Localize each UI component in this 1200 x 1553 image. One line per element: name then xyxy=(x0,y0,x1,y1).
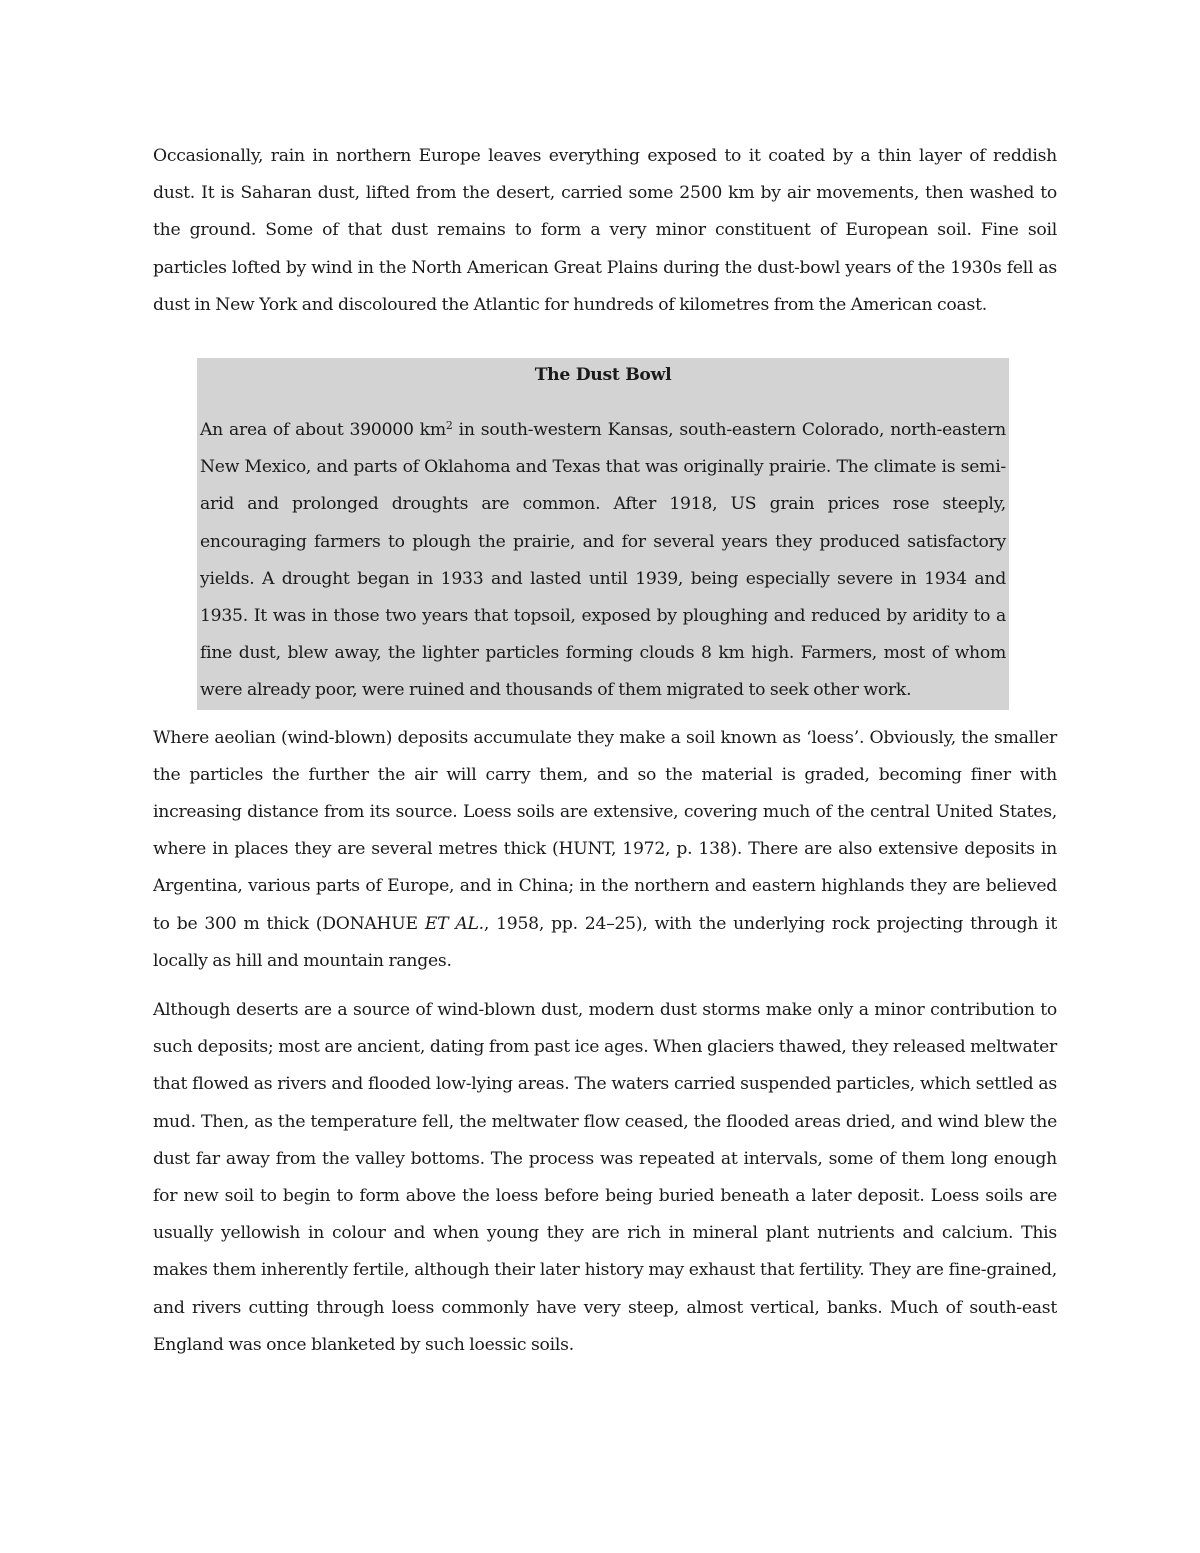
dust-bowl-body xyxy=(200,412,1006,710)
dust-bowl-title: The Dust Bowl xyxy=(534,365,672,386)
paragraph-ice-ages: Although deserts are a source of wind-blown dust, modern dust storms make only a minor contribution to such deposits; most are ancient, dating from past ice ages. When glaciers thawed, they released meltwater that flowed as rivers and flooded low-lying areas. The waters carried suspended particles, which settled as mud. Then, as the temperature fell, the meltwater flow ceased, the flooded areas dried, and wind blew the dust far away from the valley bottoms. The process was repeated at intervals, some of them long enough for new soil to begin to form above the loess before being buried beneath a later deposit. Loess soils are usually yellowish in colour and when young they are rich in mineral plant nutrients and calcium. This makes them inherently fertile, although their later history may exhaust that fertility. They are fine-grained, and rivers cutting through loess commonly have very steep, almost vertical, banks. Much of south-east England was once blanketed by such loessic soils. xyxy=(153,1000,1057,1355)
paragraph-loess-start: Where aeolian (wind-blown) deposits accumulate they make a soil known as ‘loess’. Obviously, the smaller the particles the further the air will carry them, and so the material is graded, becoming finer with increasing distance from its source. Loess soils are extensive, covering much of the central United States, where in places they are several metres thick (HUNT, 1972, p. 138). There are also extensive deposits in Argentina, various parts of Europe, and in China; in the northern and eastern highlands they are believed to be 300 m thick (DONAHUE xyxy=(153,727,1057,934)
dust-bowl-body-start: An area of about 390000 km xyxy=(200,420,446,441)
dust-bowl-body-rest: in south-western Kansas, south-eastern Colorado, north-eastern New Mexico, and parts of Oklahoma and Texas that was originally prairie. The climate is semi-arid and prolonged droughts are common. After 1918, US grain prices rose steeply, encouraging farmers to plough the prairie, and for several years they produced satisfactory yields. A drought began in 1933 and lasted until 1939, being especially severe in 1934 and 1935. It was in those two years that topsoil, exposed by ploughing and reduced by aridity to a fine dust, blew away, the lighter particles forming clouds 8 km high. Farmers, most of whom were already poor, were ruined and thousands of them migrated to seek other work. xyxy=(200,420,1006,701)
paragraph-saharan-dust: Occasionally, rain in northern Europe leaves everything exposed to it coated by a thin layer of reddish dust. It is Saharan dust, lifted from the desert, carried some 2500 km by air movements, then washed to the ground. Some of that dust remains to form a very minor constituent of European soil. Fine soil particles lofted by wind in the North American Great Plains during the dust-bowl years of the 1930s fell as dust in New York and discoloured the Atlantic for hundreds of kilometres from the American coast. xyxy=(153,146,1057,315)
paragraph-loess xyxy=(153,720,1057,980)
dust-bowl-sidebar-box xyxy=(197,358,1009,710)
document-page xyxy=(153,138,1057,1364)
citation-et-al: ET AL. xyxy=(424,913,484,934)
squared-superscript: 2 xyxy=(445,419,453,433)
paragraph-loess-end: , 1958, pp. 24–25), with the underlying rock projecting through it locally as hill and mountain ranges. xyxy=(153,913,1058,971)
